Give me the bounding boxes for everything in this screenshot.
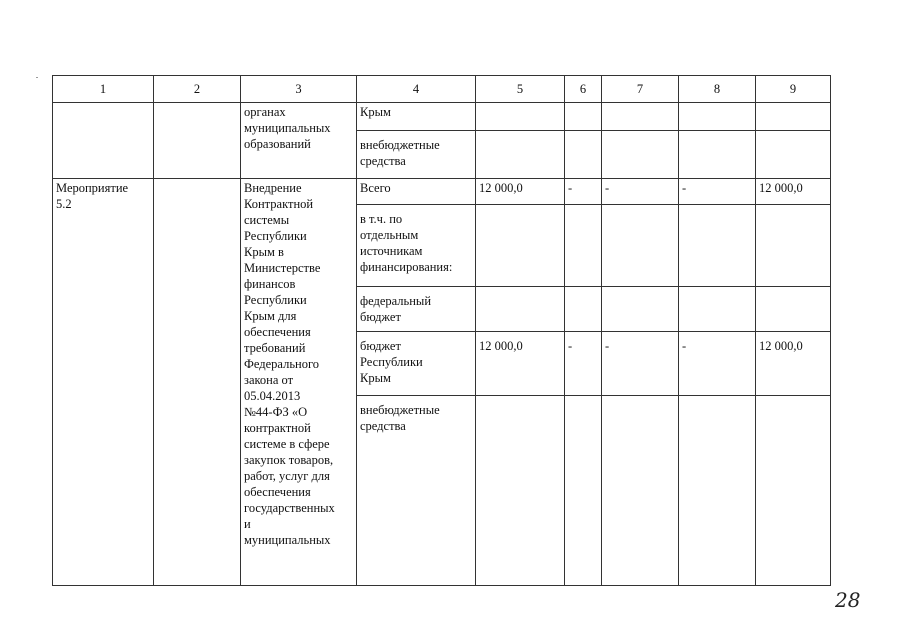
- value-cell: -: [679, 179, 756, 205]
- value-cell: [476, 205, 565, 287]
- value-cell: [565, 131, 602, 179]
- value-cell: [756, 287, 831, 332]
- value-cell: [565, 103, 602, 131]
- header-cell: 5: [476, 76, 565, 103]
- scan-speck: [36, 77, 38, 78]
- header-cell: 9: [756, 76, 831, 103]
- header-cell: 8: [679, 76, 756, 103]
- header-cell: 1: [53, 76, 154, 103]
- table-row: [53, 179, 831, 205]
- value-cell: [602, 287, 679, 332]
- value-cell: [679, 396, 756, 586]
- value-cell: [476, 131, 565, 179]
- value-cell: [679, 287, 756, 332]
- header-cell: 7: [602, 76, 679, 103]
- value-cell: -: [679, 332, 756, 396]
- empty-cell: [154, 179, 241, 586]
- value-cell: -: [602, 332, 679, 396]
- value-cell: [602, 131, 679, 179]
- value-cell: 12 000,0: [756, 179, 831, 205]
- funding-source: внебюджетные средства: [357, 396, 476, 586]
- funding-source: Крым: [357, 103, 476, 131]
- value-cell: [476, 287, 565, 332]
- funding-source: в т.ч. по отдельным источникам финансирования:: [357, 205, 476, 287]
- empty-cell: [53, 103, 154, 179]
- value-cell: [476, 396, 565, 586]
- measure-description: Внедрение Контрактной системы Республики Крым в Министерстве финансов Республики Крым для обеспечения требований Федерального закона от 05.04.2013 №44-ФЗ «О контрактной системе в сфере закупок товаров, работ, услуг для обеспечения государственных и муниципальных: [241, 179, 357, 586]
- value-cell: [756, 103, 831, 131]
- value-cell: -: [565, 332, 602, 396]
- funding-source: бюджет Республики Крым: [357, 332, 476, 396]
- value-cell: [565, 287, 602, 332]
- value-cell: [602, 396, 679, 586]
- funding-source: Всего: [357, 179, 476, 205]
- value-cell: [602, 103, 679, 131]
- continuation-description: органах муниципальных образований: [241, 103, 357, 179]
- budget-table: [52, 75, 831, 586]
- value-cell: [476, 103, 565, 131]
- value-cell: [679, 131, 756, 179]
- value-cell: 12 000,0: [756, 332, 831, 396]
- funding-source: внебюджетные средства: [357, 131, 476, 179]
- value-cell: 12 000,0: [476, 332, 565, 396]
- value-cell: [565, 396, 602, 586]
- measure-code: Мероприятие 5.2: [53, 179, 154, 586]
- value-cell: [756, 131, 831, 179]
- header-cell: 4: [357, 76, 476, 103]
- value-cell: [565, 205, 602, 287]
- value-cell: [679, 205, 756, 287]
- funding-source: федеральный бюджет: [357, 287, 476, 332]
- value-cell: 12 000,0: [476, 179, 565, 205]
- value-cell: [756, 205, 831, 287]
- value-cell: -: [602, 179, 679, 205]
- value-cell: [756, 396, 831, 586]
- value-cell: [679, 103, 756, 131]
- table-row: [53, 103, 831, 131]
- page-number: 28: [835, 588, 861, 612]
- value-cell: [602, 205, 679, 287]
- header-cell: 2: [154, 76, 241, 103]
- header-cell: 6: [565, 76, 602, 103]
- header-row: [53, 76, 831, 103]
- value-cell: -: [565, 179, 602, 205]
- header-cell: 3: [241, 76, 357, 103]
- empty-cell: [154, 103, 241, 179]
